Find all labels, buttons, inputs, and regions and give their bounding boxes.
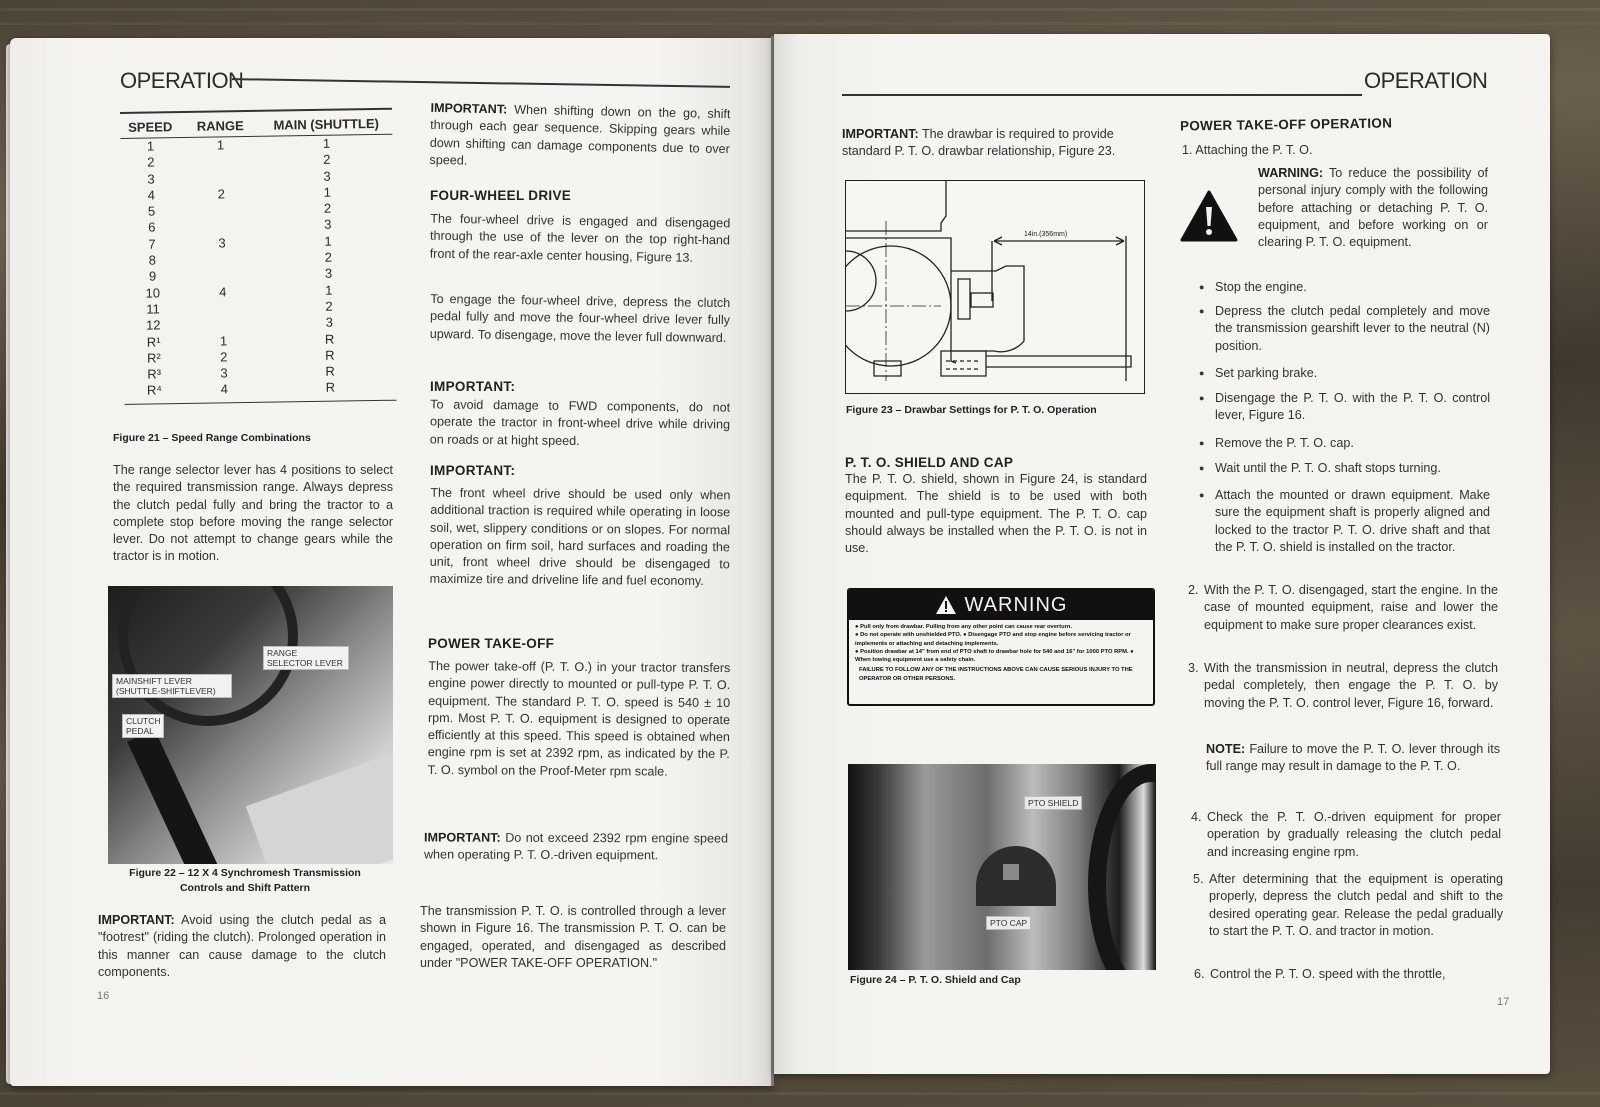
table-cell: 1 [323,184,332,200]
table-cell: R² [146,350,161,366]
important-heading-3: IMPORTANT: [430,463,516,478]
table-cell: 3 [325,314,334,331]
step-text: With the transmission in neutral, depress the clutch pedal completely, then engage the P. T. O. by moving the P. T. O. control lever, Figure 16, forward. [1204,661,1498,710]
step-2 [1188,582,1498,634]
step-4 [1191,809,1501,861]
pto-paragraph-1: The power take-off (P. T. O.) in your tractor transfers engine power directly to mounted or pull-type P. T. O. equipment. The standard P. T. O. speed is 540 ± 10 rpm. Most P. T. O. equipment is designed to operate efficiently at this speed. This speed is obtained when engine rpm is set at 2392 rpm, as indicated by the P. T. O. symbol on the Proof-Meter rpm scale. [427,658,731,779]
pto-shield-label: PTO SHIELD [1024,796,1082,810]
figure-24-photo [848,764,1156,970]
table-cell: R [325,380,336,396]
step-1-attaching: 1. Attaching the P. T. O. [1182,143,1313,157]
warning-triangle-icon [1180,190,1238,242]
table-cell: R [324,331,335,347]
pto-warning [1258,165,1488,251]
important-fwd-roads: To avoid damage to FWD components, do not operate the tractor in front-wheel drive while driving on roads or at hight speed. [429,397,731,448]
table-cell: 2 [220,349,228,365]
bullet-item: ● Disengage the P. T. O. with the P. T. O. control lever, Figure 16. [1215,390,1490,425]
dimension-label: 14in.(356mm) [1024,231,1068,238]
important-fwd-usage: The front wheel drive should be used only when additional traction is required while operating in loose soil, wet, slippery conditions or on slopes. For normal operation on firm soil, hard surfaces and roading the unit, front wheel drive should be disengaged to maximize tire and driveline life and fuel economy. [429,485,731,589]
page-header-right: OPERATION [1364,68,1488,93]
table-cell: 2 [323,151,331,168]
warning-decal-body [849,620,1153,686]
figure-22-photo [108,586,393,864]
step-text: Check the P. T. O.-driven equipment for proper operation by gradually releasing the clutch pedal and increasing engine rpm. [1207,810,1501,859]
step-number: 2. [1188,583,1199,597]
warning-line: ● Position drawbar at 14" from end of PTO shaft to drawbar hole for 540 and 16" for 1000 PTO RPM. ● When towing equipment use a safety chain. [855,648,1134,664]
table-cell: 9 [148,268,157,284]
figure-22-caption [100,866,390,896]
table-cell: 10 [145,285,161,301]
warning-title: WARNING [964,593,1068,616]
table-row [124,379,396,400]
mainshift-label: MAINSHIFT LEVER (SHUTTLE-SHIFTLEVER) [112,674,232,698]
table-cell: 3 [220,365,228,381]
table-cell: 2 [325,298,333,314]
page-number-right: 17 [1497,996,1510,1008]
page-header-left: OPERATION [120,68,244,93]
clutch-label: CLUTCH PEDAL [122,714,164,738]
caption-line-1: Figure 22 – 12 X 4 Synchromesh Transmission [129,867,361,879]
step-text: Control the P. T. O. speed with the throttle, [1210,967,1446,981]
table-cell [182,251,262,269]
col-range: RANGE [196,117,244,134]
important-heading-2: IMPORTANT: [430,379,516,394]
table-cell [182,218,262,236]
table-cell: R¹ [146,333,161,350]
table-cell: 5 [147,203,156,219]
pto-operation-heading: POWER TAKE-OFF OPERATION [1179,115,1393,134]
warning-decal-header [849,590,1153,620]
warning-label: WARNING: [1258,166,1324,180]
pto-note [1206,741,1500,776]
important-label: IMPORTANT: [424,830,501,845]
step-6 [1194,966,1504,983]
col-speed: SPEED [128,118,173,135]
step-number: 3. [1188,661,1199,675]
warning-line: ● Pull only from drawbar. Pulling from any other point can cause rear overturn. [855,624,1073,630]
range-selector-label: RANGE SELECTOR LEVER [263,646,349,670]
shield-cap-heading: P. T. O. SHIELD AND CAP [845,455,1014,470]
caption-line-2: Controls and Shift Pattern [179,882,311,894]
pto-paragraph-2: The transmission P. T. O. is controlled through a lever shown in Figure 16. The transmission P. T. O. can be engaged, operated, and disengaged as described under "POWER TAKE-OFF OPERATION." [420,904,726,970]
important-label: IMPORTANT: [842,127,919,141]
table-cell [181,169,261,187]
table-cell: 4 [220,381,229,397]
table-cell [182,267,262,285]
range-selector-text: The range selector lever has 4 positions to select the required transmission range. Always depress the clutch pedal fully and bring the tractor to a complete stop before moving the range selector lever. Do not attempt to change gears while the tractor is in motion. [113,463,393,564]
table-cell [181,202,261,220]
table-cell: 3 [323,168,331,184]
table-cell: R³ [147,366,162,382]
note-text: Failure to move the P. T. O. lever through its full range may result in damage to the P. T. O. [1206,742,1500,774]
fwd-paragraph-2: To engage the four-wheel drive, depress the clutch pedal fully and move the four-wheel drive lever fully upward. To disengage, move the lever full downward. [429,291,731,345]
table-cell: 1 [325,282,333,298]
warning-decal [847,588,1155,706]
warning-line: ● Do not operate with unshielded PTO. ● Disengage PTO and stop engine before servicing tractor or implements or attaching and detaching implements. [855,632,1131,647]
col-main-shuttle: MAIN (SHUTTLE) [273,115,380,133]
step-number: 4. [1191,810,1202,824]
table-cell: 1 [216,137,225,153]
important-clutch [98,912,386,981]
figure-24-caption: Figure 24 – P. T. O. Shield and Cap [850,974,1021,986]
step-text: With the P. T. O. disengaged, start the engine. In the case of mounted equipment, raise and lower the equipment to make sure proper clearances exist. [1204,583,1498,632]
warning-text: To reduce the possibility of personal injury comply with the following before attaching or detaching P. T. O. equipment, and before working on or clearing P. T. O. equipment. [1258,166,1488,250]
table-cell: 7 [148,236,156,252]
speed-range-table [120,108,397,405]
table-cell [183,300,263,318]
step-5 [1193,871,1503,940]
bullet-item: ● Stop the engine. [1215,279,1490,296]
important-text: Avoid using the clutch pedal as a "footrest" (riding the clutch). Prolonged operation in this manner can cause damage to the clutch components. [98,913,386,979]
figure-21-caption: Figure 21 – Speed Range Combinations [113,432,311,444]
table-cell: 2 [217,186,226,202]
important-text: The drawbar is required to provide standard P. T. O. drawbar relationship, Figure 23. [842,127,1116,159]
table-cell: R⁴ [146,382,162,399]
table-cell: 1 [324,233,332,249]
table-cell: 4 [147,187,156,203]
fwd-paragraph-1: The four-wheel drive is engaged and disengaged through the use of the lever on the top right-hand front of the rear-axle center housing, Figure 13. [429,211,731,265]
bullet-item: ● Attach the mounted or drawn equipment. Make sure the equipment shaft is properly aligned and locked to the tractor P. T. O. drive shaft and that the P. T. O. shield is installed on the tractor. [1215,487,1490,556]
table-cell: 4 [219,284,227,300]
bullet-item: ● Wait until the P. T. O. shaft stops turning. [1215,460,1490,477]
page-number-left: 16 [97,990,110,1002]
table-body [120,135,396,404]
pto-cap-label: PTO CAP [986,916,1031,930]
important-rpm [424,829,728,865]
bullet-item: ● Depress the clutch pedal completely and move the transmission gearshift lever to the neutral (N) position. [1215,303,1490,355]
table-cell: R [325,347,335,363]
step-number: 5. [1193,872,1204,886]
table-cell: 1 [322,135,331,151]
figure-23-drawbar-diagram [845,180,1145,394]
warning-line: FAILURE TO FOLLOW ANY OF THE INSTRUCTIONS ABOVE CAN CAUSE SERIOUS INJURY TO THE OPERATOR OR OTHER PERSONS. [859,667,1133,682]
table-cell: 11 [146,301,160,317]
figure-23-caption: Figure 23 – Drawbar Settings for P. T. O. Operation [846,404,1097,416]
table-cell [181,153,261,171]
warning-triangle-icon [935,595,957,615]
four-wheel-drive-heading: FOUR-WHEEL DRIVE [430,188,572,203]
table-cell: 1 [146,138,155,154]
table-cell: 2 [323,200,332,216]
header-rule [842,94,1362,96]
table-cell: 3 [324,217,332,233]
table-cell: 2 [324,249,333,265]
table-cell: 1 [219,332,228,349]
important-label: IMPORTANT: [430,100,508,117]
note-label: NOTE: [1206,742,1246,756]
table-cell: 8 [148,252,157,268]
important-text: Do not exceed 2392 rpm engine speed when operating P. T. O.-driven equipment. [423,830,729,863]
table-cell: 2 [147,154,155,170]
bullet-item: ● Remove the P. T. O. cap. [1215,435,1490,452]
step-3 [1188,660,1498,712]
important-drawbar [842,126,1147,161]
table-cell: 3 [324,266,333,282]
table-cell: 3 [218,235,226,251]
table-cell: 12 [146,317,161,333]
table-cell: R [325,363,335,379]
bullet-item: ● Set parking brake. [1215,365,1490,382]
important-label: IMPORTANT: [98,913,175,927]
step-text: After determining that the equipment is operating properly, depress the clutch pedal and shift to the desired operating gear. Release the pedal gradually to start the P. T. O. and tractor in motion. [1209,872,1503,938]
important-downshift [429,100,730,175]
table-cell [183,316,263,334]
table-cell: 3 [147,171,155,187]
important-text: When shifting down on the go, shift through each gear sequence. Skipping gears while down shifting can damage components due to over speed. [429,102,731,168]
shield-cap-text: The P. T. O. shield, shown in Figure 24, is standard equipment. The shield is to be used with both mounted and pull-type equipment. The P. T. O. cap should always be installed when the P. T. O. is not in use. [845,472,1147,556]
table-cell: 6 [148,219,156,236]
power-take-off-heading: POWER TAKE-OFF [428,636,555,651]
drawbar-diagram-icon [846,181,1144,393]
step-number: 6. [1194,967,1205,981]
